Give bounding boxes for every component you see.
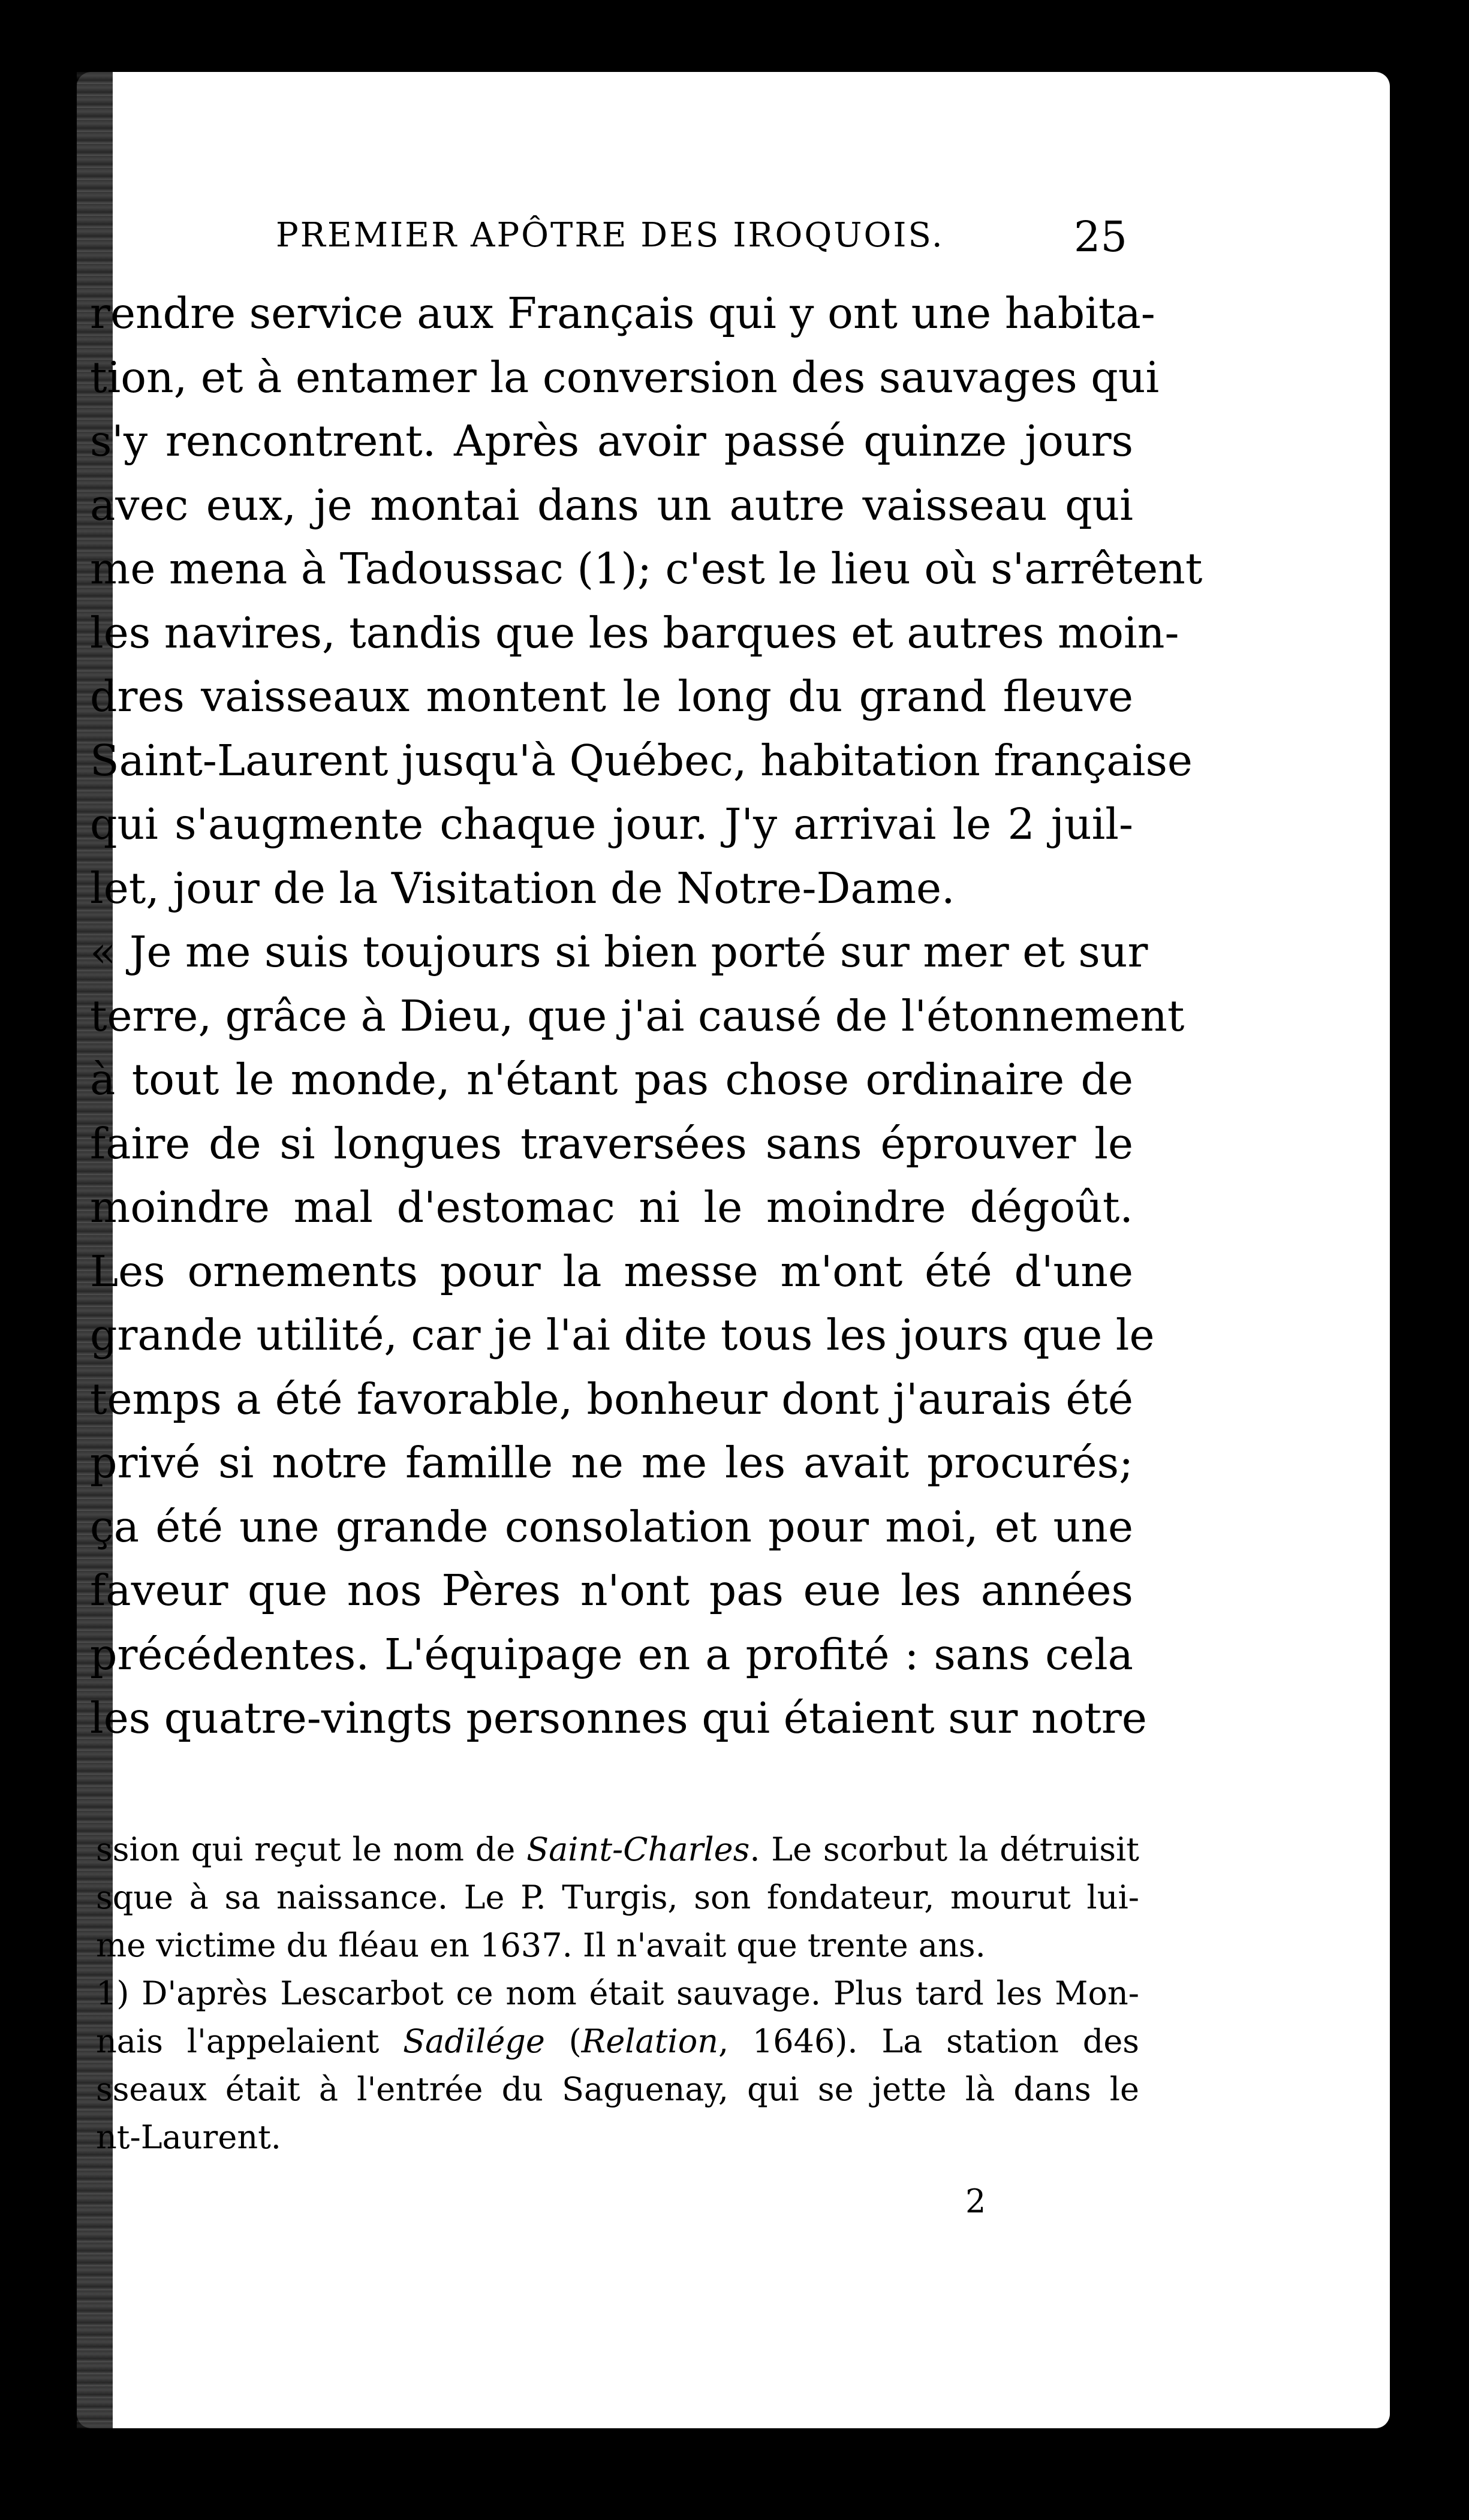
text-line: qui s'augmente chaque jour. J'y arrivai le 2 juil- (90, 799, 1133, 849)
footnote-text: , 1646). La station des (718, 2022, 1140, 2060)
text-line: ça été une grande consolation pour moi, et une (90, 1501, 1133, 1552)
text-line: s'y rencontrent. Après avoir passé quinze jours (90, 416, 1133, 466)
text-line: moindre mal d'estomac ni le moindre dégoût. (90, 1182, 1133, 1232)
signature-mark: 2 (965, 2182, 986, 2220)
footnote-text: . Le scorbut la détruisit (749, 1830, 1140, 1868)
footnote-text: ( (544, 2022, 582, 2060)
text-line: dres vaisseaux montent le long du grand fleuve (90, 672, 1133, 721)
text-line: rendre service aux Français qui y ont une habita- (90, 288, 1155, 338)
text-line: les quatre-vingts personnes qui étaient sur notre (90, 1693, 1147, 1743)
text-line: Saint-Laurent jusqu'à Québec, habitation française (90, 735, 1193, 785)
footnote-text: nais l'appelaient (96, 2022, 404, 2060)
footnote-line: me victime du fléau en 1637. Il n'avait que trente ans. (96, 1926, 986, 1964)
text-line: « Je me suis toujours si bien porté sur mer et sur (90, 927, 1148, 977)
text-line: me mena à Tadoussac (1); c'est le lieu où s'arrêtent (90, 544, 1203, 594)
footnote-line (96, 1826, 1139, 1874)
footnote-italic: Sadilége (403, 2022, 545, 2060)
footnote-line: nt-Laurent. (96, 2118, 281, 2156)
text-line: Les ornements pour la messe m'ont été d'une (90, 1246, 1133, 1296)
text-line: faire de si longues traversées sans éprouver le (90, 1118, 1133, 1169)
footnote-line: sseaux était à l'entrée du Saguenay, qui se jette là dans le (96, 2070, 1139, 2108)
footnote-line (96, 2018, 1139, 2066)
footnotes (96, 1826, 1139, 2161)
text-line: privé si notre famille ne me les avait procurés; (90, 1438, 1133, 1488)
footnote-italic: Relation (581, 2022, 718, 2060)
text-line: let, jour de la Visitation de Notre-Dame. (90, 863, 955, 913)
text-line: précédentes. L'équipage en a profité : sans cela (90, 1629, 1133, 1679)
footnote-line: sque à sa naissance. Le P. Turgis, son fondateur, mourut lui- (96, 1878, 1139, 1916)
text-line: à tout le monde, n'étant pas chose ordinaire de (90, 1055, 1133, 1104)
footnote-text: ssion qui reçut le nom de (96, 1830, 527, 1868)
footnote-line: 1) D'après Lescarbot ce nom était sauvage. Plus tard les Mon- (96, 1974, 1139, 2012)
text-line: les navires, tandis que les barques et autres moin- (90, 607, 1179, 658)
body-text (90, 282, 1203, 1751)
page-number: 25 (1073, 212, 1127, 261)
text-line: avec eux, je montai dans un autre vaisseau qui (90, 480, 1133, 530)
text-line: grande utilité, car je l'ai dite tous les jours que le (90, 1310, 1155, 1360)
running-head: PREMIER APÔTRE DES IROQUOIS. (276, 216, 944, 255)
page-header (276, 212, 1127, 264)
text-line: faveur que nos Pères n'ont pas eue les années (90, 1565, 1133, 1615)
footnote-italic: Saint-Charles (526, 1830, 750, 1868)
text-line: terre, grâce à Dieu, que j'ai causé de l'étonnement (90, 990, 1185, 1041)
text-line: tion, et à entamer la conversion des sauvages qui (90, 352, 1160, 402)
text-line: temps a été favorable, bonheur dont j'aurais été (90, 1374, 1133, 1424)
